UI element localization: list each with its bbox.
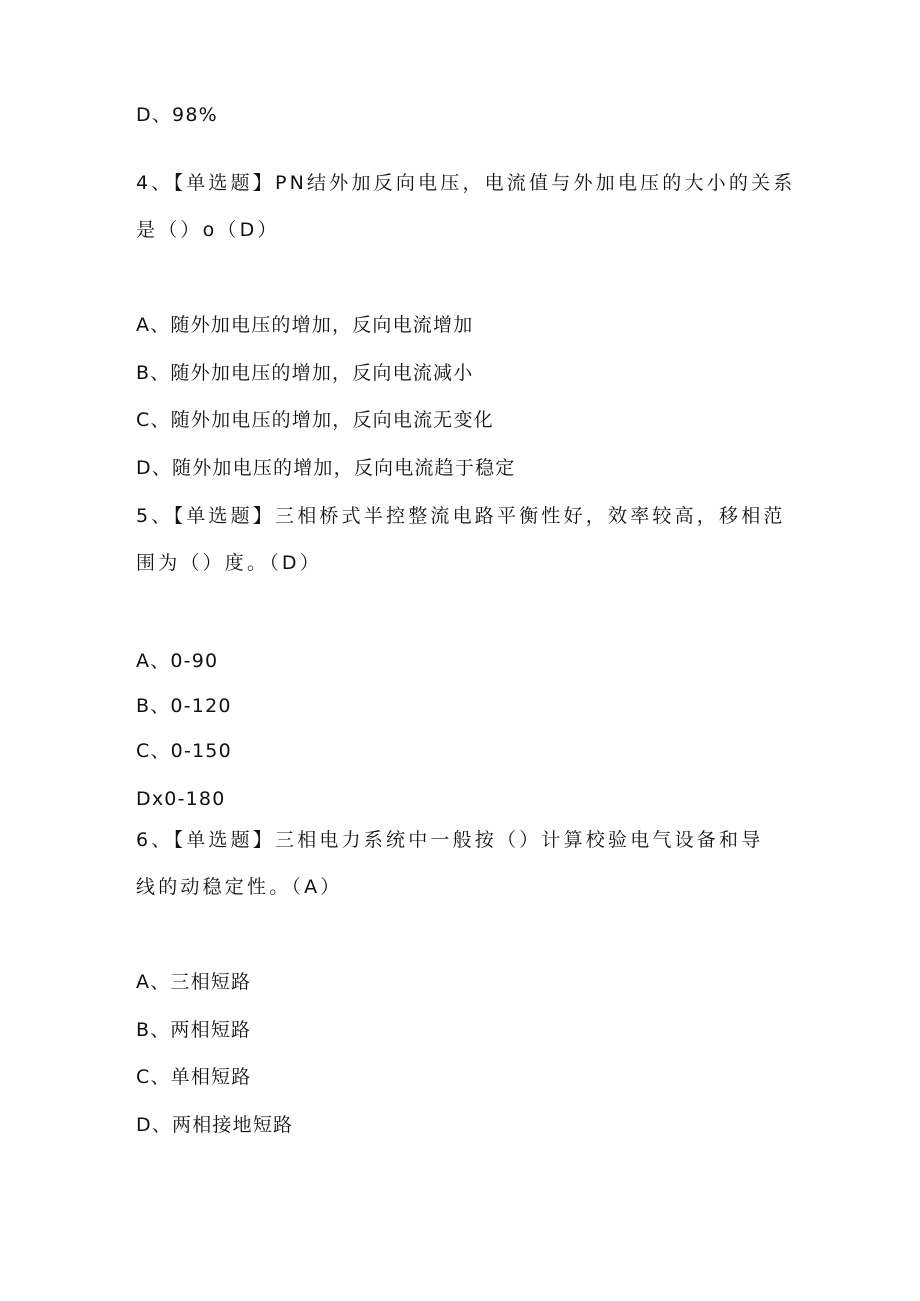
question-5-option-c: C、0-150: [136, 740, 232, 762]
question-4-option-c: C、随外加电压的增加，反向电流无变化: [136, 409, 494, 431]
question-5-text-line-1: 5、【单选题】三相桥式半控整流电路平衡性好，效率较高，移相范: [136, 505, 786, 527]
question-4-text-line-2: 是（）o（D）: [136, 219, 280, 241]
question-4-option-d: D、随外加电压的增加，反向电流趋于稳定: [136, 457, 516, 479]
question-6-text-line-1: 6、【单选题】三相电力系统中一般按（）计算校验电气设备和导: [136, 829, 764, 851]
prev-question-option-d: D、98%: [136, 104, 218, 126]
question-6-option-d: D、两相接地短路: [136, 1114, 294, 1136]
question-5-option-b: B、0-120: [136, 695, 232, 717]
question-4-option-a: A、随外加电压的增加，反向电流增加: [136, 314, 474, 336]
question-4-option-b: B、随外加电压的增加，反向电流减小: [136, 362, 474, 384]
question-6-option-b: B、两相短路: [136, 1019, 252, 1041]
question-5-option-a: A、0-90: [136, 650, 219, 672]
question-5-option-d: Dx0-180: [136, 788, 226, 810]
question-5-text-line-2: 围为（）度。（D）: [136, 552, 322, 574]
question-6-option-c: C、单相短路: [136, 1066, 252, 1088]
question-6-option-a: A、三相短路: [136, 971, 252, 993]
question-6-text-line-2: 线的动稳定性。（A）: [136, 876, 343, 898]
question-4-text-line-1: 4、【单选题】PN结外加反向电压，电流值与外加电压的大小的关系: [136, 172, 796, 194]
